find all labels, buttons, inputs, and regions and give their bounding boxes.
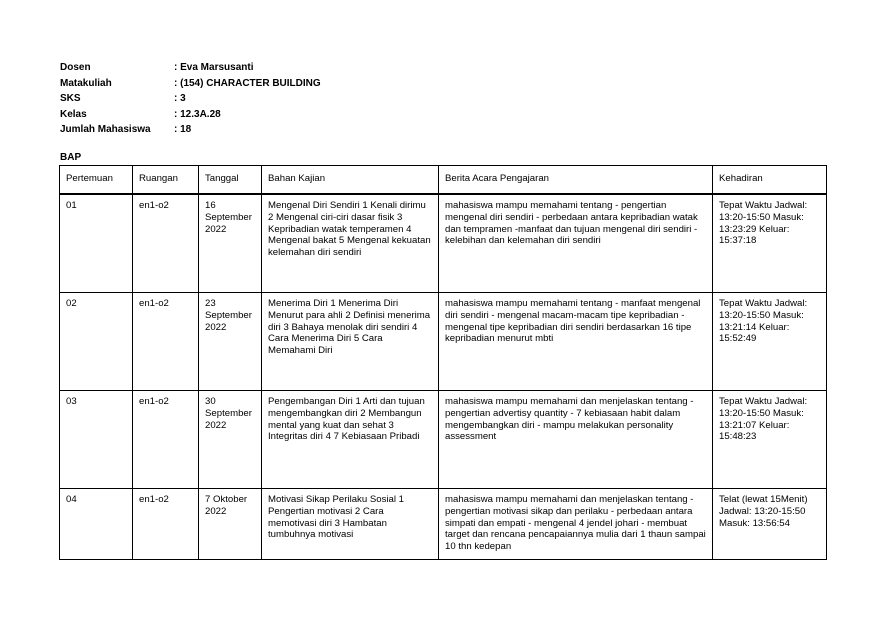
cell-kehadiran: Tepat Waktu Jadwal: 13:20-15:50 Masuk: 13:21:14 Keluar: 15:52:49	[713, 293, 827, 391]
dosen-label: Dosen	[60, 62, 91, 73]
info-row-kelas	[60, 107, 321, 123]
table-row	[60, 391, 827, 489]
cell-kehadiran: Tepat Waktu Jadwal: 13:20-15:50 Masuk: 13:23:29 Keluar: 15:37:18	[713, 194, 827, 293]
header-bahan-kajian: Bahan Kajian	[262, 166, 439, 195]
course-info	[60, 60, 321, 138]
cell-pertemuan: 02	[60, 293, 133, 391]
table-row	[60, 293, 827, 391]
cell-kehadiran: Telat (lewat 15Menit) Jadwal: 13:20-15:50 Masuk: 13:56:54	[713, 489, 827, 560]
kelas-value: : 12.3A.28	[174, 108, 221, 120]
cell-berita-acara: mahasiswa mampu memahami tentang - manfaat mengenal diri sendiri - mengenal macam-macam tipe kepribadian - mengenal tipe kepribadian diri sendiri berdasarkan 16 tipe kepribadian menurut mbti	[439, 293, 713, 391]
cell-bahan-kajian: Mengenal Diri Sendiri 1 Kenali dirimu 2 Mengenal ciri-ciri dasar fisik 3 Kepribadian watak temperamen 4 Mengenal bakat 5 Mengenal kekuatan kelemahan diri sendiri	[262, 194, 439, 293]
info-row-matakuliah	[60, 76, 321, 92]
cell-ruangan: en1-o2	[133, 293, 199, 391]
table-row	[60, 194, 827, 293]
cell-tanggal: 23 September 2022	[199, 293, 262, 391]
cell-berita-acara: mahasiswa mampu memahami tentang - pengertian mengenal diri sendiri - perbedaan antara kepribadian watak dan tempramen -manfaat dan tujuan mengenal diri sendiri -kelebihan dan kelemahan diri sendiri	[439, 194, 713, 293]
sks-label: SKS	[60, 93, 81, 105]
info-row-dosen	[60, 60, 321, 76]
matakuliah-label: Matakuliah	[60, 77, 112, 89]
cell-bahan-kajian: Pengembangan Diri 1 Arti dan tujuan mengembangkan diri 2 Membangun mental yang kuat dan sehat 3 Integritas diri 4 7 Kebiasaan Pribadi	[262, 391, 439, 489]
info-row-jumlah	[60, 122, 321, 138]
header-kehadiran: Kehadiran	[713, 166, 827, 195]
cell-pertemuan: 04	[60, 489, 133, 560]
table-header-row	[60, 166, 827, 195]
cell-bahan-kajian: Menerima Diri 1 Menerima Diri Menurut para ahli 2 Definisi menerima diri 3 Bahaya menolak diri sendiri 4 Cara Menerima Diri 5 Cara Memahami Diri	[262, 293, 439, 391]
cell-ruangan: en1-o2	[133, 391, 199, 489]
jumlah-mahasiswa-label: Jumlah Mahasiswa	[60, 124, 151, 136]
cell-berita-acara: mahasiswa mampu memahami dan menjelaskan tentang - pengertian motivasi sikap dan perilaku - perbedaan antara simpati dan empati - mengenal 4 jendel johari - membuat target dan rencana pencapaiannya mulia dari 1 thaun sampai 10 thn kedepan	[439, 489, 713, 560]
kelas-label: Kelas	[60, 108, 87, 120]
header-ruangan: Ruangan	[133, 166, 199, 195]
bap-table	[59, 165, 827, 560]
matakuliah-value: : (154) CHARACTER BUILDING	[174, 77, 321, 89]
cell-tanggal: 7 Oktober 2022	[199, 489, 262, 560]
cell-tanggal: 16 September 2022	[199, 194, 262, 293]
cell-kehadiran: Tepat Waktu Jadwal: 13:20-15:50 Masuk: 13:21:07 Keluar: 15:48:23	[713, 391, 827, 489]
header-tanggal: Tanggal	[199, 166, 262, 195]
cell-pertemuan: 01	[60, 194, 133, 293]
table-row	[60, 489, 827, 560]
header-berita-acara: Berita Acara Pengajaran	[439, 166, 713, 195]
dosen-value: : Eva Marsusanti	[174, 62, 254, 73]
cell-bahan-kajian: Motivasi Sikap Perilaku Sosial 1 Pengertian motivasi 2 Cara memotivasi diri 3 Hambatan tumbuhnya motivasi	[262, 489, 439, 560]
cell-tanggal: 30 September 2022	[199, 391, 262, 489]
jumlah-mahasiswa-value: : 18	[174, 124, 192, 136]
cell-ruangan: en1-o2	[133, 194, 199, 293]
cell-ruangan: en1-o2	[133, 489, 199, 560]
cell-berita-acara: mahasiswa mampu memahami dan menjelaskan tentang - pengertian advertisy quantity - 7 kebiasaan habit dalam mengembangkan diri - mampu melakukan personality assessment	[439, 391, 713, 489]
bap-title: BAP	[60, 152, 82, 163]
cell-pertemuan: 03	[60, 391, 133, 489]
sks-value: : 3	[174, 93, 186, 105]
info-row-sks	[60, 91, 321, 107]
header-pertemuan: Pertemuan	[60, 166, 133, 195]
